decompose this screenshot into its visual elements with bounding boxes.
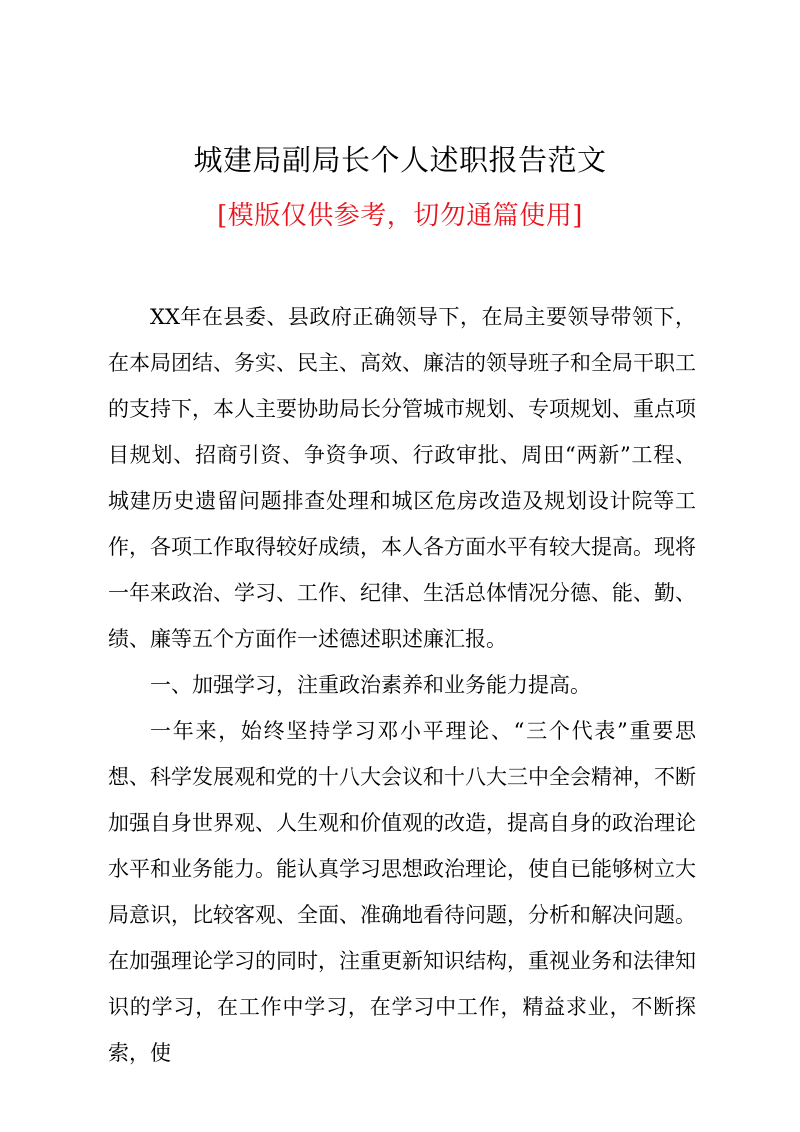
document-subtitle: [模版仅供参考，切勿通篇使用] (217, 201, 583, 231)
paragraph-study: 一年来，始终坚持学习邓小平理论、“三个代表”重要思想、科学发展观和党的十八大会议和十八大三中全会精神，不断加强自身世界观、人生观和价值观的改造，提高自身的政治理论水平和业务能力。能认真学习思想政治理论，使自已能够树立大局意识，比较客观、全面、准确地看待问题，分析和解决问题。在加强理论学习的同时，注重更新知识结构，重视业务和法律知识的学习，在工作中学习，在学习中工作，精益求业，不断探索，使 (108, 719, 696, 1065)
section-heading-1: 一、加强学习，注重政治素养和业务能力提高。 (150, 673, 591, 697)
paragraph-intro: XX年在县委、县政府正确领导下，在局主要领导带领下，在本局团结、务实、民主、高效、廉洁的领导班子和全局干职工的支持下，本人主要协助局长分管城市规划、专项规划、重点项目规划、招商引资、争资争项、行政审批、周田“两新”工程、城建历史遗留问题排查处理和城区危房改造及规划设计院等工作，各项工作取得较好成绩，本人各方面水平有较大提高。现将一年来政治、学习、工作、纪律、生活总体情况分德、能、勤、绩、廉等五个方面作一述德述职述廉汇报。 (108, 305, 696, 651)
document-body (108, 294, 696, 1076)
document-title: 城建局副局长个人述职报告范文 (193, 143, 607, 177)
